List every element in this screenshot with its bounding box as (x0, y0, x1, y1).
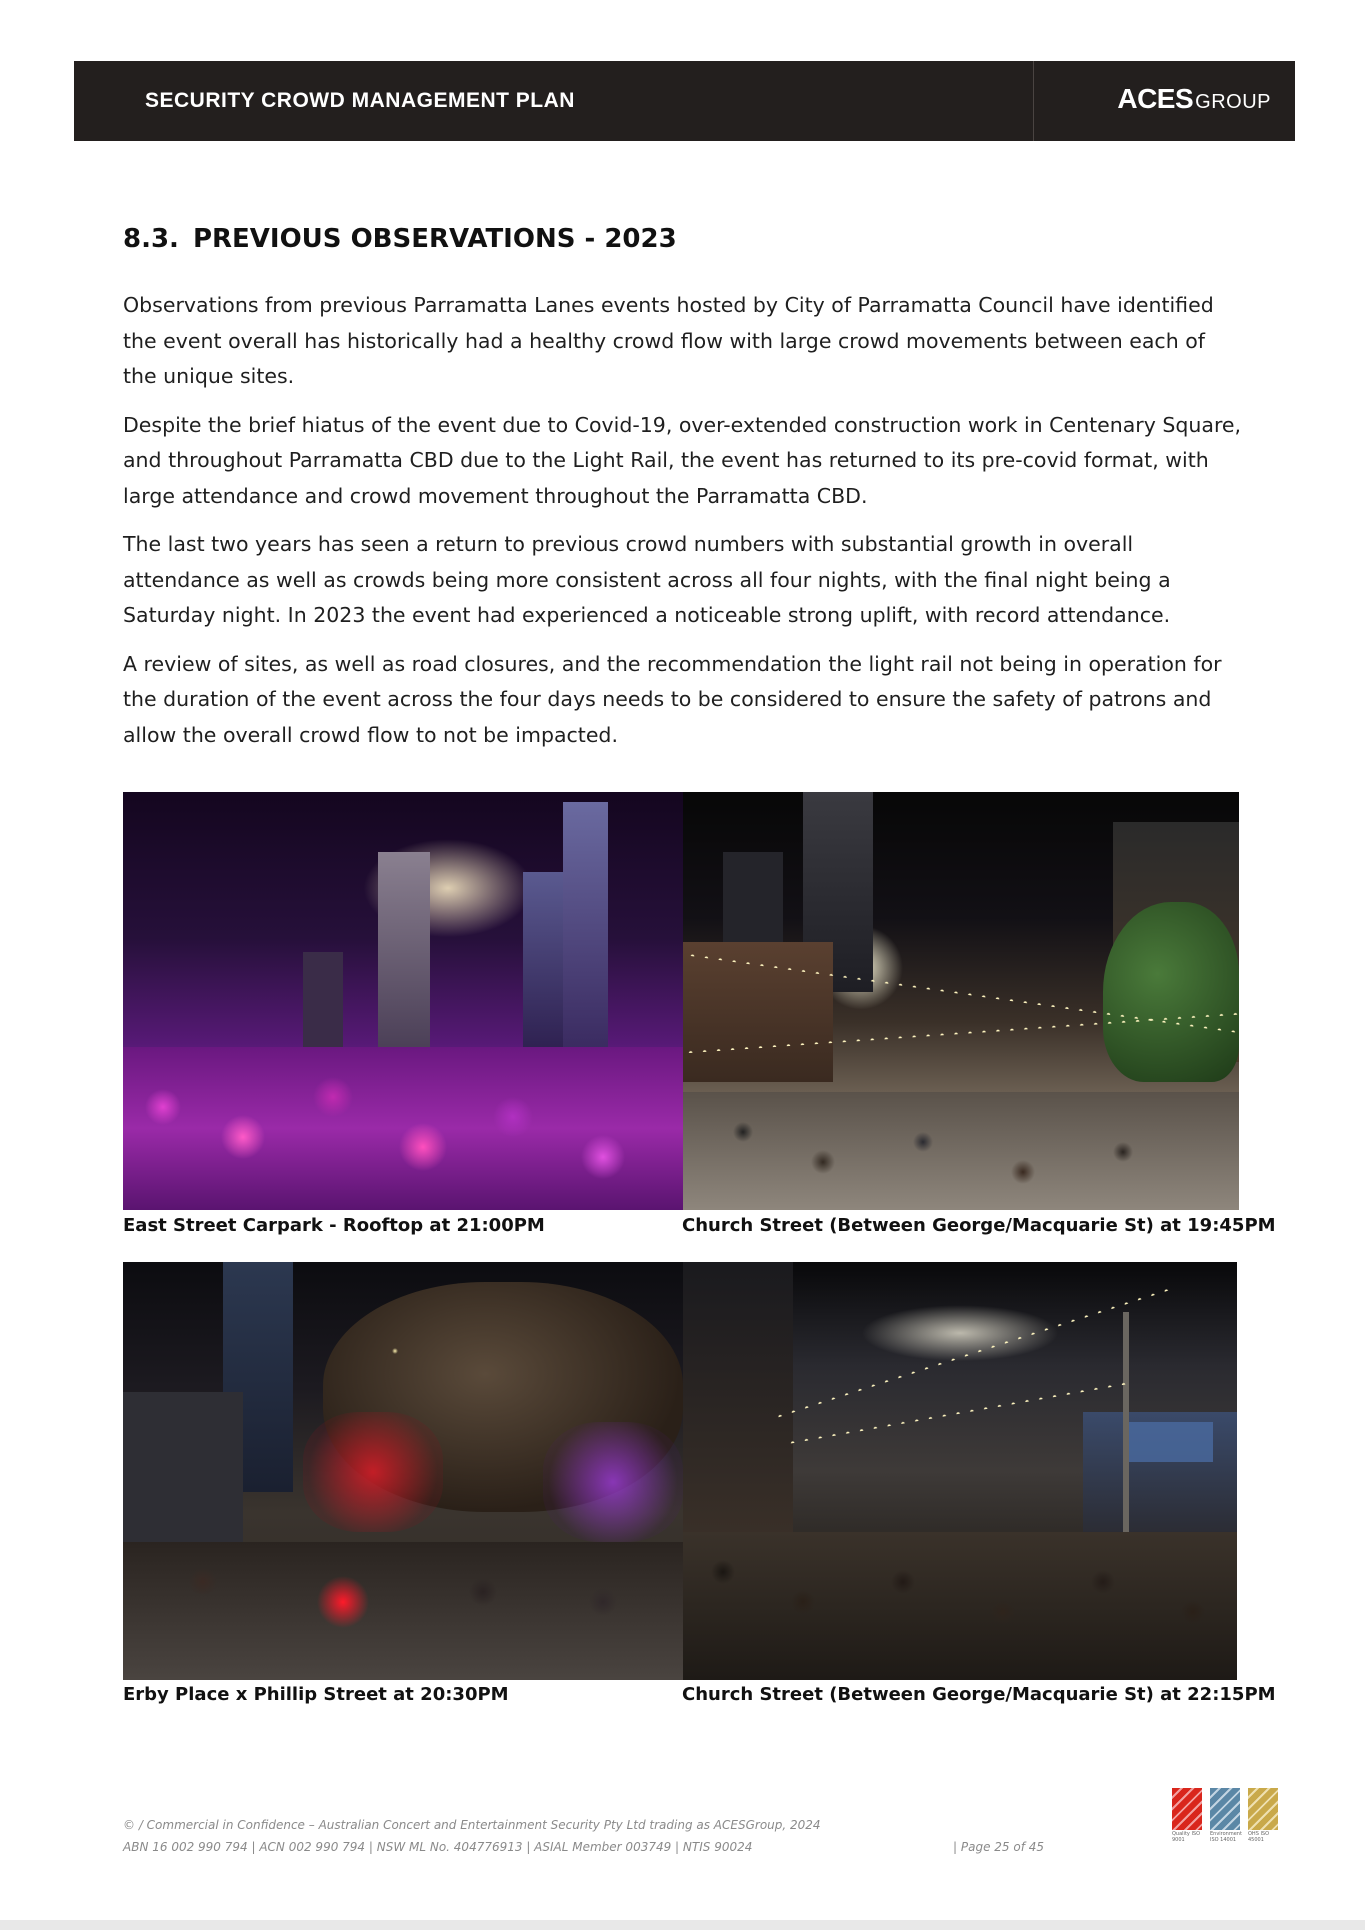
environment-badge-label: Environment ISO 14001 (1210, 1831, 1242, 1843)
quality-badge-label: Quality ISO 9001 (1172, 1831, 1201, 1843)
ohs-badge-label: OHS ISO 45001 (1248, 1831, 1270, 1843)
environment-badge-icon (1210, 1788, 1240, 1830)
section-number: 8.3. (123, 224, 179, 254)
brand-name-light: GROUP (1195, 91, 1271, 113)
ohs-certification-badge (1248, 1788, 1278, 1846)
paragraph: The last two years has seen a return to previous crowd numbers with substantial growth in overall attendance as well as crowds being more consistent across all four nights, with the final night being a Saturday night. In 2023 the event had experienced a noticeable strong uplift, with record attendance. (123, 532, 1171, 627)
brand-name-bold: ACES (1117, 83, 1194, 114)
document-header (74, 61, 1295, 141)
photo-caption: East Street Carpark - Rooftop at 21:00PM (123, 1215, 545, 1236)
footer-registration: ABN 16 002 990 794 | ACN 002 990 794 | NSW ML No. 404776913 | ASIAL Member 003749 | NTIS 90024 (123, 1840, 753, 1854)
page-number: | Page 25 of 45 (953, 1840, 1044, 1854)
quality-badge-icon (1172, 1788, 1202, 1830)
document-title: SECURITY CROWD MANAGEMENT PLAN (145, 89, 575, 112)
photo-church-street-1945 (683, 792, 1239, 1210)
header-divider (1033, 61, 1034, 141)
quality-certification-badge (1172, 1788, 1202, 1846)
photo-east-street-carpark (123, 792, 683, 1210)
aces-group-logo (1117, 83, 1271, 115)
photo-caption: Erby Place x Phillip Street at 20:30PM (123, 1684, 509, 1705)
photo-caption: Church Street (Between George/Macquarie St) at 22:15PM (682, 1684, 1276, 1705)
photo-caption: Church Street (Between George/Macquarie St) at 19:45PM (682, 1215, 1276, 1236)
photo-erby-place (123, 1262, 683, 1680)
body-text (123, 288, 1243, 766)
section-title: PREVIOUS OBSERVATIONS - 2023 (192, 224, 677, 254)
section-heading (123, 224, 677, 254)
paragraph: A review of sites, as well as road closures, and the recommendation the light rail not being in operation for the duration of the event across the four days needs to be considered to ensure the safety of patrons and allow the overall crowd flow to not be impacted. (123, 651, 1222, 747)
paragraph: Despite the brief hiatus of the event due to Covid-19, over-extended construction work in Centenary Square, and throughout Parramatta CBD due to the Light Rail, the event has returned to its pre-covid format, with large attendance and crowd movement throughout the Parramatta CBD. (123, 412, 1242, 508)
footer-copyright: © / Commercial in Confidence – Australian Concert and Entertainment Security Pty Ltd trading as ACESGroup, 2024 (123, 1818, 821, 1832)
environment-certification-badge (1210, 1788, 1240, 1846)
ohs-badge-icon (1248, 1788, 1278, 1830)
paragraph: Observations from previous Parramatta Lanes events hosted by City of Parramatta Council have identified the event overall has historically had a healthy crowd flow with large crowd movements between each of the unique sites. (123, 293, 1214, 388)
page-bottom-edge (0, 1920, 1365, 1930)
photo-church-street-2215 (683, 1262, 1237, 1680)
